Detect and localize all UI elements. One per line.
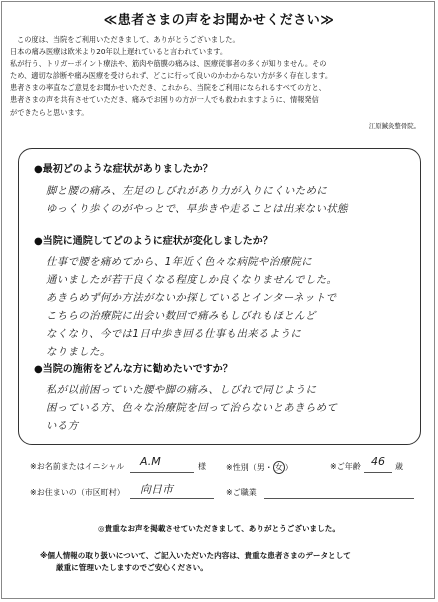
age-underline xyxy=(364,472,392,473)
clinic-signature: 江原鍼灸整骨院。 xyxy=(368,122,420,130)
intro-line: ため、適切な診断や痛み医療を受けられず、どこに行って良いのかわからない方が多く存在します。 xyxy=(10,71,333,81)
gender-label: ※性別（ xyxy=(226,463,257,472)
page-title: ≪患者さまの声をお聞かせください≫ xyxy=(103,13,335,28)
answer-2-line: 仕事で腰を痛めてから、1年近く色々な病院や治療院に xyxy=(46,256,312,268)
answer-1-line: 脚と腰の痛み、左足のしびれがあり力が入りにくいために xyxy=(46,185,328,197)
address-label: ※お住まいの（市区町村） xyxy=(30,488,125,497)
privacy-line: ※個人情報の取り扱いについて、ご記入いただいた内容は、貴重な患者さまのデータとして xyxy=(40,551,351,560)
gender-female-option-circled[interactable]: 女 xyxy=(274,463,283,472)
initials-label: ※お名前またはイニシャル xyxy=(30,462,125,471)
honorific: 様 xyxy=(198,462,206,471)
question-1: ●最初どのような症状がありましたか？ xyxy=(34,164,213,175)
address-value[interactable]: 向日市 xyxy=(140,483,173,496)
intro-line: ができたらと思います。 xyxy=(10,107,89,117)
address-underline xyxy=(130,498,214,499)
age-value[interactable]: 46 xyxy=(371,455,385,468)
answer-2-line: 通いましたが若干良くなる程度しか良くなりませんでした。 xyxy=(46,274,338,286)
intro-line: この度は、当院をご利用いただきまして、ありがとうございました。 xyxy=(17,35,240,44)
gender-close: ） xyxy=(284,463,293,472)
intro-line: 患者さまの声を共有させていただき、痛みでお困りの方が一人でも救われますように、情報発信 xyxy=(10,95,319,105)
answer-2-line: こちらの治療院に出会い数回で痛みもしびれもほとんど xyxy=(46,310,316,322)
intro-text xyxy=(10,34,428,119)
gender-male-option[interactable]: 男 xyxy=(256,463,265,472)
answer-2-line: なくなり、今では1日中歩き回る仕事も出来るように xyxy=(46,328,302,340)
gender-field xyxy=(226,461,293,474)
answer-3-line: 私が以前困っていた腰や脚の痛み、しびれで同じように xyxy=(46,384,317,396)
thanks-note: ◎貴重なお声を掲載させていただきまして、ありがとうございました。 xyxy=(98,524,340,533)
answer-2-line: あきらめず何か方法がないか探しているとインターネットで xyxy=(46,292,337,304)
answer-1-line: ゆっくり歩くのがやっとで、早歩きや走ることは出来ない状態 xyxy=(46,203,348,215)
answer-2-line: なりました。 xyxy=(46,346,111,358)
intro-line: 患者さまの率直なご意見をお聞かせいただき、これから、当院をご利用になられるすべての方と、 xyxy=(10,83,326,93)
intro-line: 私が行う、トリガーポイント療法や、筋肉や筋膜の痛みは、医療従事者の多くが知りません。その xyxy=(10,59,327,69)
gender-separator: ・ xyxy=(264,463,273,472)
answer-3-line: 困っている方、色々な治療院を回って治らないとあきらめて xyxy=(46,402,338,414)
initials-value[interactable]: A.M xyxy=(140,455,161,468)
privacy-note xyxy=(40,550,351,574)
occupation-label: ※ご職業 xyxy=(226,488,257,497)
answer-3-line: いる方 xyxy=(46,420,79,432)
age-unit: 歳 xyxy=(395,462,403,471)
age-label: ※ご年齢 xyxy=(330,462,361,471)
initials-underline xyxy=(130,472,194,473)
intro-line: 日本の痛み医療は欧米より20年以上遅れていると言われています。 xyxy=(10,47,228,57)
question-3: ●当院の施術をどんな方に勧めたいですか？ xyxy=(34,364,233,375)
occupation-underline xyxy=(264,498,414,499)
privacy-line: 厳重に管理いたしますのでご安心ください。 xyxy=(56,563,208,572)
question-2: ●当院に通院してどのように症状が変化しましたか？ xyxy=(34,236,273,247)
